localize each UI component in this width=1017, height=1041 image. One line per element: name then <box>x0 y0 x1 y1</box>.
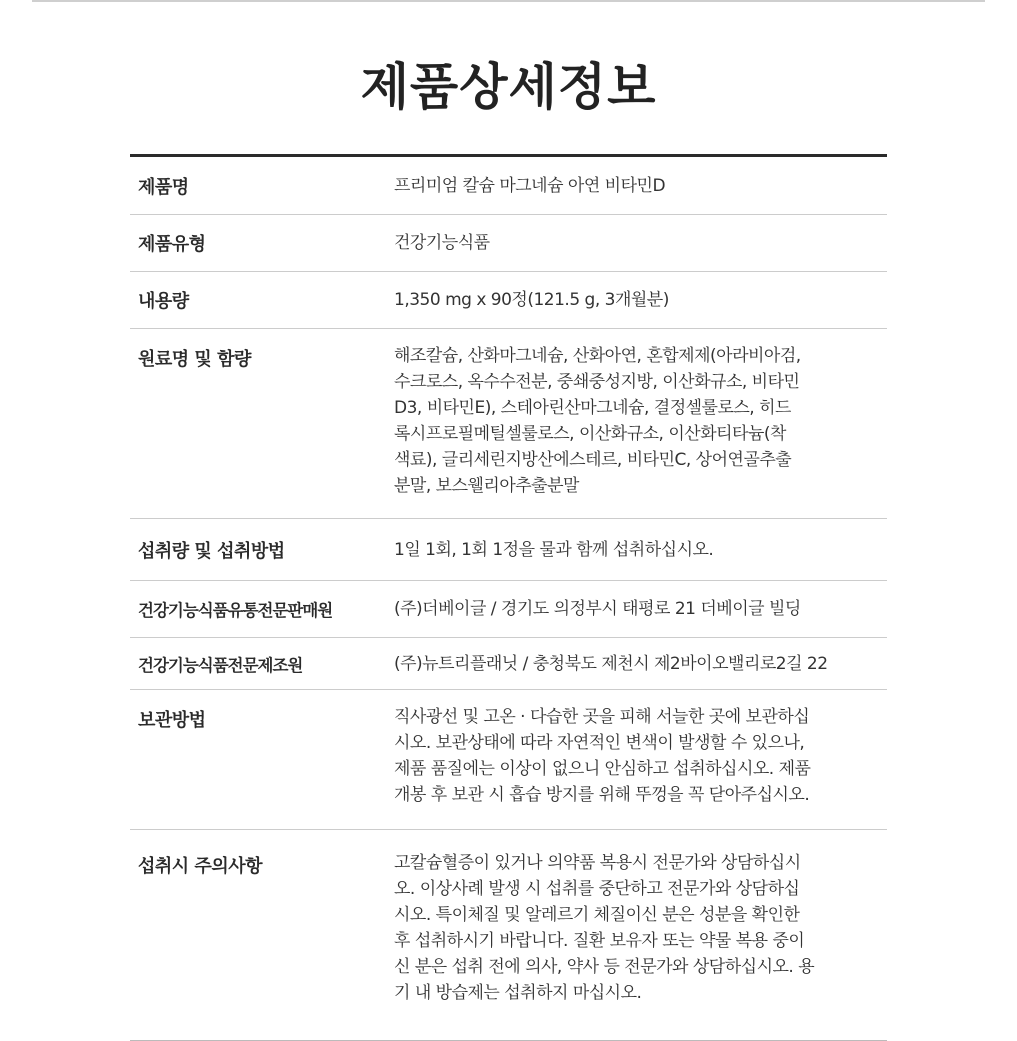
spec-value: (주)뉴트리플래닛 / 충청북도 제천시 제2바이오밸리로2길 22 <box>394 653 828 674</box>
spec-label: 제품유형 <box>138 234 206 255</box>
spec-label: 건강기능식품전문제조원 <box>138 655 303 675</box>
spec-value: (주)더베이글 / 경기도 의정부시 태평로 21 더베이글 빌딩 <box>394 599 801 619</box>
spec-label: 건강기능식품유통전문판매원 <box>138 601 333 620</box>
spec-row-ingredients <box>130 329 887 519</box>
spec-row-storage <box>130 690 887 830</box>
spec-value: 고칼슘혈증이 있거나 의약품 복용시 전문가와 상담하십시 오. 이상사례 발생 시 섭취를 중단하고 전문가와 상담하십 시오. 특이체질 및 알레르기 체질이신 분은 성분을 확인한 후 섭취하시기 바랍니다. 질환 보유자 또는 약물 복용 중이 신 분은 섭취 전에 의사, 약사 등 전문가와 상담하십시오. 용 기 내 방습제는 섭취하지 마십시오. <box>394 853 815 1003</box>
spec-label: 보관방법 <box>138 710 206 731</box>
spec-label: 제품명 <box>138 176 189 198</box>
spec-row-content-amount <box>130 272 887 329</box>
spec-value: 직사광선 및 고온 · 다습한 곳을 피해 서늘한 곳에 보관하십 시오. 보관상태에 따라 자연적인 변색이 발생할 수 있으나, 제품 품질에는 이상이 없으니 안심하고 섭취하십시오. 제품 개봉 후 보관 시 흡습 방지를 위해 뚜껑을 꼭 닫아주십시오. <box>394 707 811 805</box>
spec-label: 섭취시 주의사항 <box>138 856 262 877</box>
spec-value: 1일 1회, 1회 1정을 물과 함께 섭취하십시오. <box>394 539 714 560</box>
spec-row-product-type <box>130 215 887 272</box>
spec-value: 건강기능식품 <box>394 233 490 253</box>
spec-label: 섭취량 및 섭취방법 <box>138 540 285 562</box>
product-spec-table <box>130 154 887 1041</box>
spec-row-precautions <box>130 830 887 1041</box>
spec-label: 원료명 및 함량 <box>138 349 251 370</box>
page-title: 제품상세정보 <box>360 58 657 116</box>
spec-row-manufacturer <box>130 638 887 690</box>
spec-value: 해조칼슘, 산화마그네슘, 산화아연, 혼합제제(아라비아검, 수크로스, 옥수수전분, 중쇄중성지방, 이산화규소, 비타민 D3, 비타민E), 스테아린산마그네슘, 결정셀룰로스, 히드 록시프로필메틸셀룰로스, 이산화규소, 이산화티타늄(착 색료), 글리세린지방산에스테르, 비타민C, 상어연골추출 분말, 보스웰리아추출분말 <box>394 346 801 496</box>
spec-value: 프리미엄 칼슘 마그네슘 아연 비타민D <box>394 175 666 196</box>
spec-value: 1,350 mg x 90정(121.5 g, 3개월분) <box>394 290 669 310</box>
spec-row-distributor <box>130 581 887 638</box>
spec-row-intake-method <box>130 519 887 581</box>
spec-row-product-name <box>130 157 887 215</box>
top-divider <box>32 0 985 2</box>
spec-label: 내용량 <box>138 291 189 312</box>
